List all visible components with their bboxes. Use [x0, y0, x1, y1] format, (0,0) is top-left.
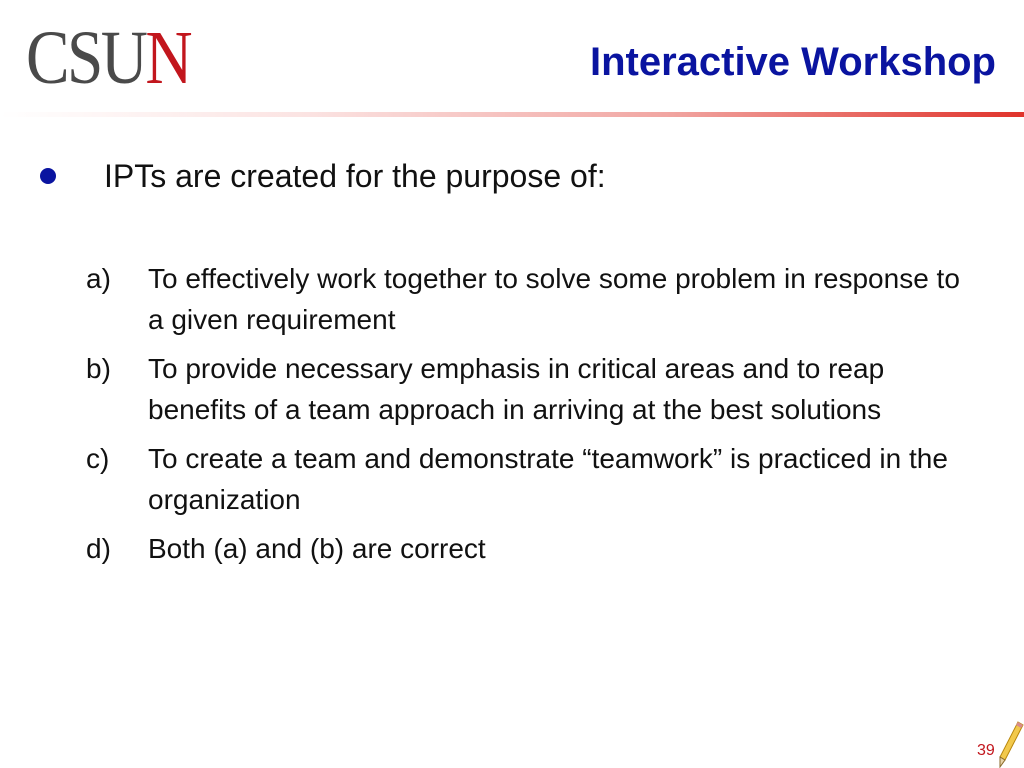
option-marker: d): [86, 533, 111, 564]
slide-title: Interactive Workshop: [589, 40, 996, 84]
pencil-icon: [996, 720, 1024, 768]
option-marker: c): [86, 443, 110, 474]
main-bullet: [40, 154, 606, 198]
filled-circle-bullet-icon: [40, 168, 56, 184]
option-a: [86, 258, 966, 340]
option-text: To effectively work together to solve some problem in response to a given requirement: [148, 263, 960, 335]
option-marker: b): [86, 353, 111, 384]
logo-text-csu: CSU: [26, 16, 146, 100]
option-text: To provide necessary emphasis in critical areas and to reap benefits of a team approach in arriving at the best solutions: [148, 353, 885, 425]
csun-logo: [26, 18, 190, 98]
question-text: IPTs are created for the purpose of:: [104, 158, 606, 194]
page-number: 39: [977, 742, 995, 759]
option-b: [86, 348, 966, 430]
logo-text-n: N: [145, 16, 191, 100]
title-divider: [0, 112, 1024, 117]
option-d: [86, 528, 966, 569]
answer-options-list: [86, 258, 966, 577]
option-marker: a): [86, 263, 111, 294]
option-c: [86, 438, 966, 520]
option-text: To create a team and demonstrate “teamwork” is practiced in the organization: [148, 443, 948, 515]
option-text: Both (a) and (b) are correct: [148, 533, 486, 564]
